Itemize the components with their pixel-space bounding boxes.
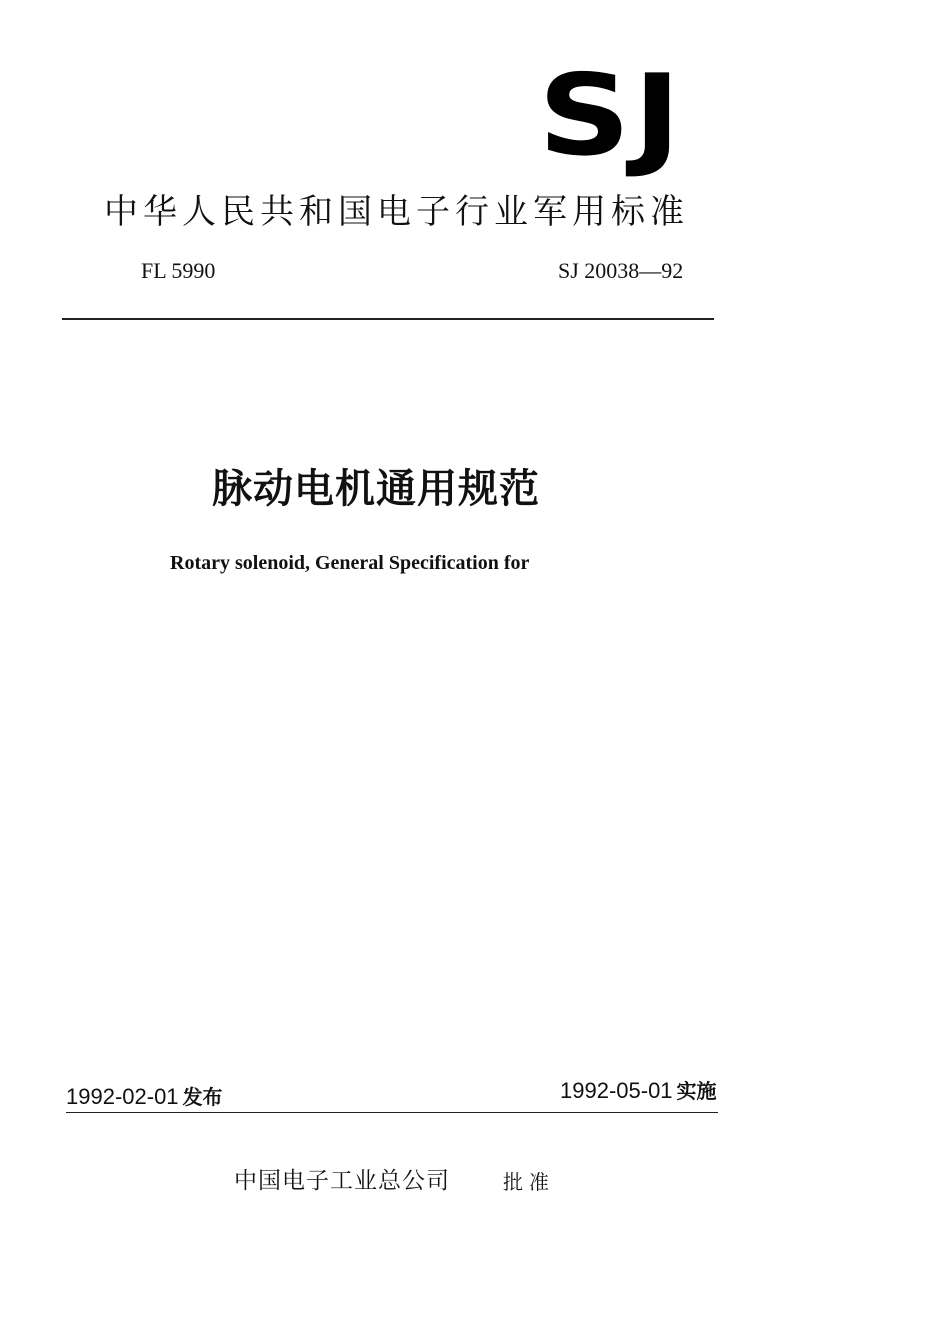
- sj-logo: SJ: [538, 51, 684, 181]
- document-title-chinese: 脉动电机通用规范: [212, 466, 540, 512]
- standard-number: SJ 20038—92: [558, 258, 684, 283]
- implementation-date-line: [560, 1078, 717, 1104]
- document-title-english: Rotary solenoid, General Specification for: [170, 552, 530, 574]
- header-divider: [62, 318, 714, 320]
- approving-authority: 中国电子工业总公司: [234, 1168, 450, 1194]
- issue-date-line: [66, 1084, 223, 1110]
- issue-label: 发布: [182, 1085, 223, 1109]
- issue-date: 1992-02-01: [66, 1084, 179, 1109]
- classification-code: FL 5990: [141, 258, 216, 283]
- implementation-date: 1992-05-01: [560, 1078, 673, 1103]
- standard-type-heading: 中华人民共和国电子行业军用标准: [104, 192, 689, 232]
- implementation-label: 实施: [676, 1079, 717, 1103]
- footer-divider: [66, 1112, 718, 1113]
- approval-label: 批准: [503, 1170, 555, 1194]
